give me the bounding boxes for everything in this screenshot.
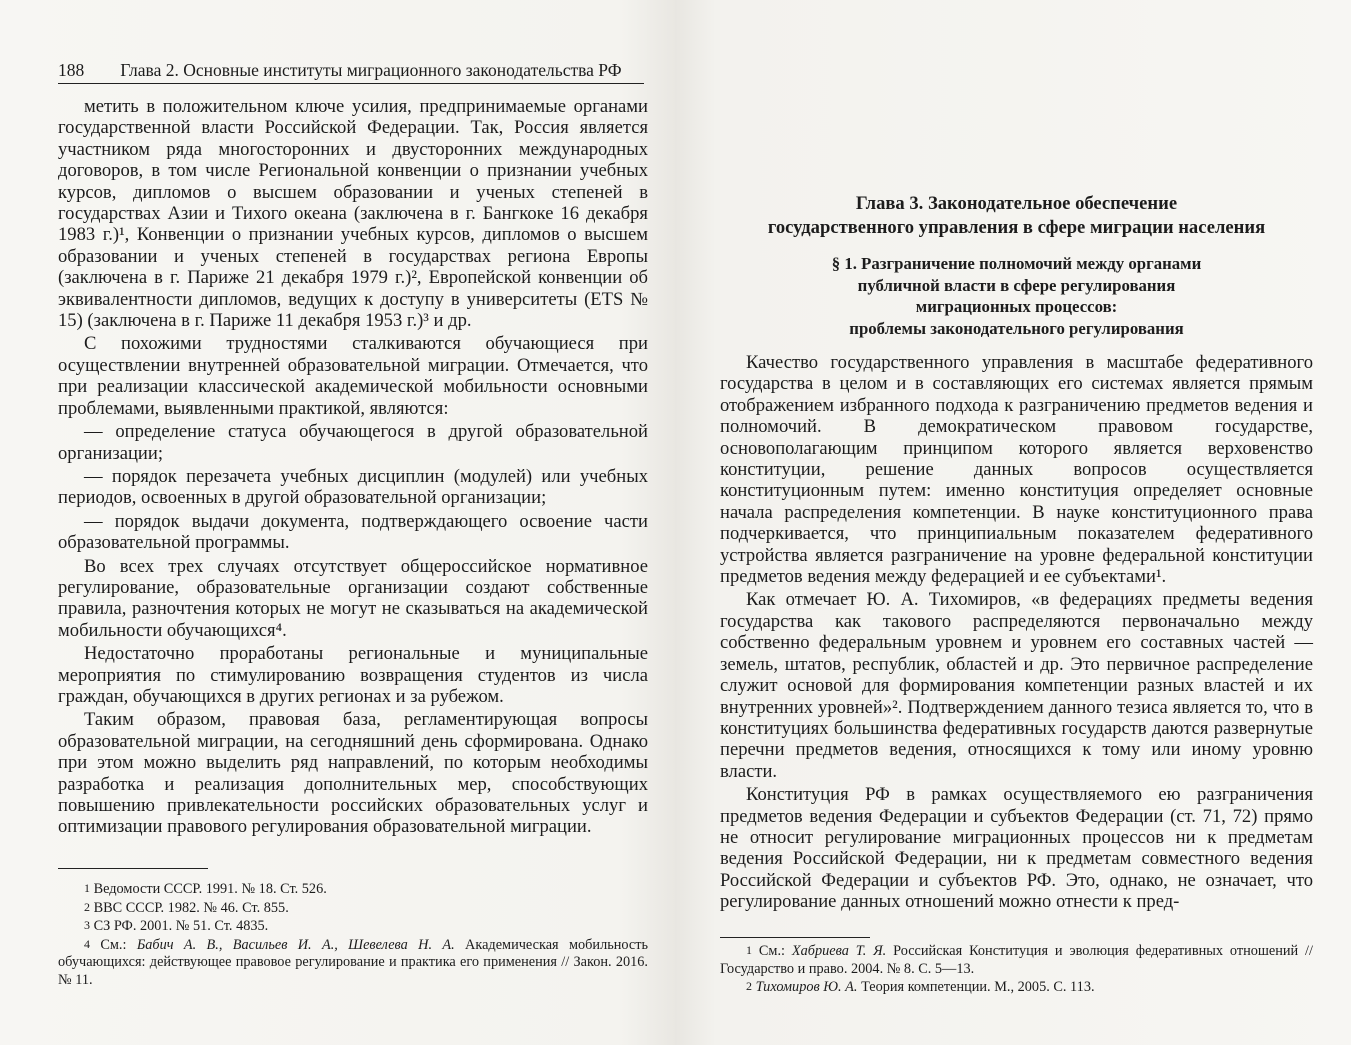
footnote	[58, 936, 648, 990]
footnote-text: Ведомости СССР. 1991. № 18. Ст. 526.	[93, 881, 327, 897]
footnote-rule	[58, 868, 208, 869]
paragraph: Недостаточно проработаны региональные и муниципальные мероприятия по стимулированию возвращения студентов из числа граждан, обучающихся в других регионах и за рубежом.	[58, 643, 648, 707]
paragraph: Конституция РФ в рамках осуществляемого ею разграничения предметов ведения Федерации и субъектов Федерации (ст. 71, 72) прямо не относит регулирование миграционных процессов ни к предметам ведения Российской Федерации, ни к предметам совместного ведения Российской Федерации и субъектов РФ. Это, однако, не означает, что регулирование данных отношений можно отнести к пред-	[720, 784, 1313, 913]
section-title	[720, 253, 1313, 339]
list-item: — порядок перезачета учебных дисциплин (модулей) или учебных периодов, освоенных в другой образовательной организации;	[58, 465, 648, 509]
section-title-line: публичной власти в сфере регулирования	[857, 275, 1176, 295]
footnote-text: СЗ РФ. 2001. № 51. Ст. 4835.	[93, 918, 269, 934]
section-title-line: § 1. Разграничение полномочий между органами	[831, 254, 1202, 273]
chapter-title-line: государственного управления в сфере миграции населения	[767, 217, 1266, 238]
right-footnotes	[720, 942, 1313, 997]
footnote-authors: Хабриева Т. Я.	[791, 943, 887, 959]
left-page	[0, 0, 675, 1045]
footnote	[58, 917, 648, 936]
list-item: — порядок выдачи документа, подтверждающего освоение части образовательной программы.	[58, 510, 648, 554]
footnote-number: 2	[746, 979, 752, 993]
footnote-number: 1	[746, 943, 752, 957]
footnote-number: 2	[84, 899, 90, 914]
paragraph: Во всех трех случаях отсутствует общероссийское нормативное регулирование, образовательные организации создают собственные правила, разночтения которых не могут не сказываться на академической мобильности обучающихся⁴.	[58, 555, 648, 641]
paragraph: метить в положительном ключе усилия, предпринимаемые органами государственной власти Российской Федерации. Так, Россия является участником ряда многосторонних и двусторонних международных договоров, в том числе Региональной конвенции о признании учебных курсов, дипломов о высшем образовании и ученых степеней в государствах Азии и Тихого океана (заключена в г. Бангкоке 16 декабря 1983 г.)¹, Конвенции о признании учебных курсов, дипломов о высшем образовании и ученых степеней в государствах региона Европы (заключена в г. Париже 21 декабря 1979 г.)², Европейской конвенции об эквивалентности дипломов, ведущих к доступу в университеты (ETS № 15) (заключена в г. Париже 11 декабря 1953 г.)³ и др.	[58, 96, 648, 332]
footnote-prefix: См.:	[100, 936, 137, 953]
footnote-rule	[720, 937, 870, 938]
footnote	[720, 978, 1313, 997]
footnote	[58, 899, 648, 918]
footnote-text: Академическая мобильность обучающихся: действующее правовое регулирование и практика его применения // Закон. 2016. № 11.	[58, 936, 648, 988]
chapter-title-line: Глава 3. Законодательное обеспечение	[855, 193, 1178, 214]
paragraph: С похожими трудностями сталкиваются обучающиеся при осуществлении внутренней образовательной миграции. Отмечается, что при реализации классической академической мобильности основными проблемами, выявленными практикой, являются:	[58, 333, 648, 419]
footnote	[720, 942, 1313, 978]
footnote-number: 1	[84, 881, 90, 895]
footnote-number: 4	[84, 936, 90, 951]
footnote-number: 3	[84, 918, 90, 932]
left-footnotes	[58, 880, 648, 989]
list-item: — определение статуса обучающегося в другой образовательной организации;	[58, 421, 648, 464]
paragraph: Таким образом, правовая база, регламентирующая вопросы образовательной миграции, на сегодняшний день сформирована. Однако при этом можно выделить ряд направлений, по которым необходимы разработка и реализация дополнительных мер, способствующих повышению привлекательности российских образовательных услуг и оптимизации правового регулирования образовательной миграции.	[58, 709, 648, 838]
right-body-text	[720, 352, 1313, 913]
paragraph: Качество государственного управления в масштабе федеративного государства в целом и в составляющих его системах является прямым отображением избранного подхода к разграничению предметов ведения и полномочий. В демократическом правовом государстве, основополагающим принципом которого является верховенство конституции, решение данных вопросов осуществляется конституционным путем: именно конституция определяет основные начала распределения компетенции. В науке конституционного права подчеркивается, что принципиальным показателем федеративного устройства является разграничение на уровне федеральной конституции предметов ведения между федерацией и ее субъектами¹.	[720, 352, 1313, 588]
section-title-line: проблемы законодательного регулирования	[849, 318, 1184, 338]
section-title-line: миграционных процессов:	[915, 297, 1118, 317]
footnote-prefix: См.:	[758, 943, 792, 959]
left-body-text	[58, 96, 648, 838]
running-head	[58, 60, 644, 84]
running-head-title: Глава 2. Основные институты миграционного законодательства РФ	[120, 60, 622, 80]
paragraph: Как отмечает Ю. А. Тихомиров, «в федерациях предметы ведения государства как такового распределяются первоначально между собственно федеральным уровнем и уровнем его составных частей — земель, штатов, республик, областей и др. Это первичное распределение служит основой для формирования компетенции разных властей и их внутренних уровней»². Подтверждением данного тезиса является то, что в конституциях большинства федеративных государств даются развернутые перечни предметов ведения, относящихся к тому или иному уровню власти.	[720, 589, 1313, 782]
footnote	[58, 880, 648, 899]
footnote-text: Теория компетенции. М., 2005. С. 113.	[857, 979, 1095, 995]
footnote-text: ВВС СССР. 1982. № 46. Ст. 855.	[93, 899, 289, 916]
chapter-title	[720, 192, 1313, 240]
footnote-authors: Тихомиров Ю. А.	[755, 979, 858, 995]
right-page	[675, 0, 1351, 1045]
footnote-authors: Бабич А. В., Васильев И. А., Шевелева Н. А.	[136, 936, 455, 953]
page-number: 188	[58, 60, 85, 80]
footnote-text: Российская Конституция и эволюция федеративных отношений // Государство и право. 2004. № 8. С. 5—13.	[720, 943, 1313, 977]
